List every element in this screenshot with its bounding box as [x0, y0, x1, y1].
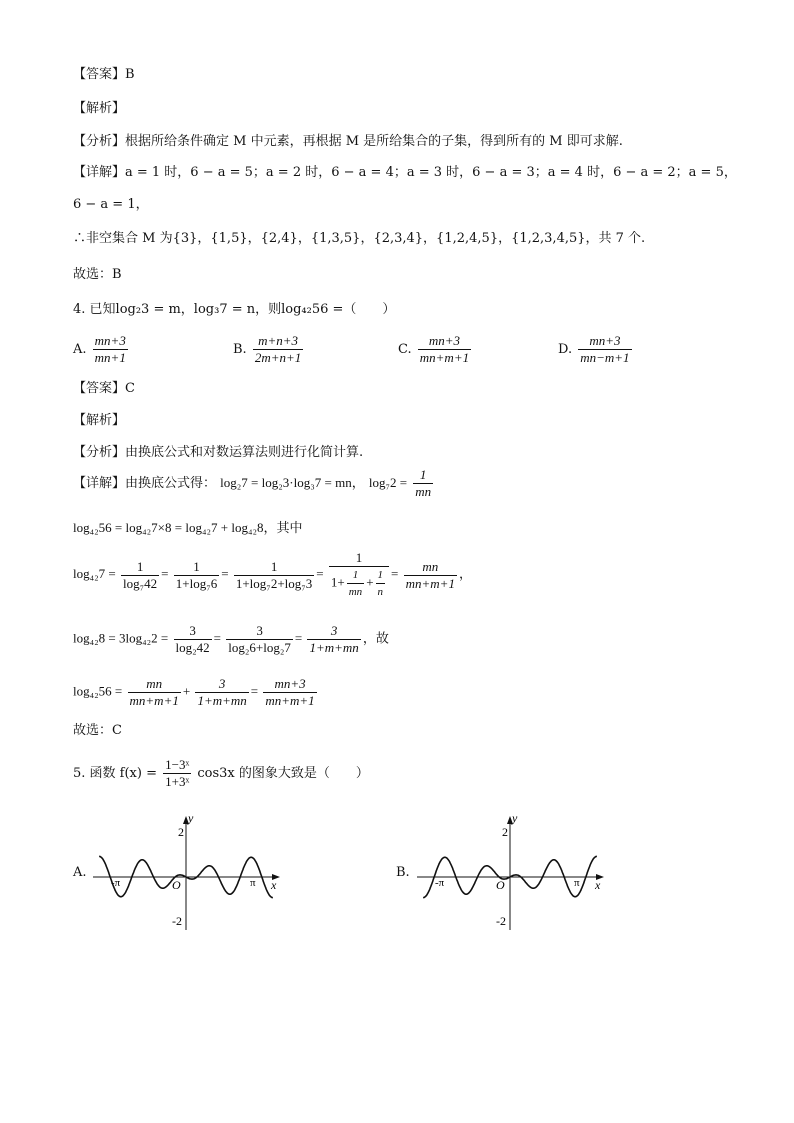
eq-left: log₄₂7 =: [73, 565, 116, 581]
origin-label: O: [172, 878, 181, 892]
detail-eq1: log₂7 = log₂3·log₃7 = mn，: [220, 475, 365, 490]
frac-den: 1+log₇2+log₇3: [235, 575, 313, 591]
answer-line-4: 【答案】C: [73, 381, 135, 396]
frac-den: mn+m+1: [129, 693, 179, 708]
frac-num: 3: [307, 623, 360, 640]
detail-line-4b: log₄₂56 = log₄₂7×8 = log₄₂7 + log₄₂8，其中: [73, 520, 303, 535]
frac-num: 3: [226, 623, 293, 640]
frac-num: mn+3: [418, 333, 471, 350]
analysis-heading-3: 【解析】: [73, 101, 126, 116]
graph-b: [412, 812, 612, 934]
choose-line-4: 故选：C: [73, 723, 122, 738]
den-prefix: 1+: [330, 574, 345, 590]
frac-den: 2m+n+1: [254, 350, 302, 365]
frac-num: 1−3ˣ: [165, 757, 190, 772]
frac-num: mn+3: [578, 333, 631, 350]
graph-a: [88, 812, 288, 934]
eq-left: log₄₂56 =: [73, 683, 123, 699]
stem-post: cos3x 的图象大致是（ ）: [197, 766, 369, 781]
frac-den: 1+m+mn: [309, 640, 359, 655]
y-label: y: [188, 812, 194, 825]
frac-den: mn+m+1: [405, 575, 455, 591]
stem-pre: 5. 函数 f(x) =: [73, 766, 157, 781]
frac-num: m+n+3: [253, 333, 303, 350]
frac-den: 1+ $\frac{1}{mn}$ + $\frac{1}{n}$: [330, 569, 384, 598]
x-label: x: [271, 878, 277, 892]
question-5-stem: [73, 757, 369, 790]
question-4-stem: 4. 已知log₂3 = m，log₃7 = n，则log₄₂56 =（ ）: [73, 302, 396, 317]
y-top-tick: 2: [502, 825, 508, 839]
frac-den: log₇42: [123, 575, 158, 591]
option-4b: [233, 333, 305, 366]
frac-num: 1: [174, 559, 219, 576]
choose-line-3: 故选：B: [73, 267, 122, 282]
detail-eq2-left: log₇2 =: [368, 475, 408, 490]
detail-line-4a: [73, 467, 435, 500]
frac-num: 1: [121, 559, 159, 576]
option-label: C.: [398, 342, 412, 357]
pi-tick: π: [574, 877, 580, 889]
detail-line-3c: ∴非空集合 M 为{3}，{1,5}，{2,4}，{1,3,5}，{2,3,4}，{1,2,4,5}，{1,2,3,4,5}，共 7 个.: [73, 231, 646, 246]
frac-den: mn+m+1: [419, 350, 470, 365]
option-label: B.: [233, 342, 247, 357]
frac-den: 1+m+mn: [197, 693, 247, 708]
frac-num: 1: [413, 467, 433, 484]
option-4c: [398, 333, 473, 366]
pi-tick: π: [250, 877, 256, 889]
analysis-fenxi-3: 【分析】根据所给条件确定 M 中元素，再根据 M 是所给集合的子集，得到所有的 M 即可求解.: [73, 134, 623, 149]
frac-den: 1+log₇6: [175, 575, 218, 591]
detail-line-4d: log₄₂8 = 3log₄₂2 = $\frac{3}{\text{log₂42}}$ = $\frac{3}{\text{log₂6+log₂7}}$ = $\frac{3}{1+m+mn}$ ，故: [73, 623, 389, 655]
option-label: A.: [73, 342, 87, 357]
detail-line-4e: log₄₂56 = $\frac{mn}{mn+m+1}$ + $\frac{3}{1+m+mn}$ = $\frac{mn+3}{mn+m+1}$: [73, 676, 315, 708]
frac-num: 1: [234, 559, 314, 576]
neg-pi-tick: -π: [111, 877, 121, 889]
option-label: D.: [558, 342, 573, 357]
frac-den: mn: [415, 484, 432, 499]
frac-num: mn+3: [94, 333, 126, 348]
frac-num: mn: [128, 676, 181, 693]
y-bottom-tick: -2: [172, 914, 182, 928]
option-4a: [73, 333, 130, 366]
frac-den: mn−m+1: [580, 350, 630, 365]
x-label: x: [595, 878, 601, 892]
origin-label: O: [496, 878, 505, 892]
y-label: y: [512, 812, 518, 825]
analysis-fenxi-4: 【分析】由换底公式和对数运算法则进行化简计算.: [73, 445, 364, 460]
detail-line-3b: 6 − a = 1，: [73, 197, 149, 212]
option-4d: [558, 333, 634, 366]
frac-den: log₂42: [175, 640, 210, 655]
frac-den: 1+3ˣ: [165, 774, 190, 789]
answer-line-3: 【答案】B: [73, 67, 135, 82]
graph-a-label: A.: [73, 865, 87, 880]
graph-b-label: B.: [396, 865, 410, 880]
frac-den: log₂6+log₂7: [228, 640, 291, 655]
y-top-tick: 2: [178, 825, 184, 839]
detail-line-4c: log₄₂7 = $\frac{1}{\text{log₇42}}$ = $\frac{1}{\text{1+log₇6}}$ = $\frac{1}{\text{1+log₇2+log₇3}}$ = 1 1+ $\frac{1}{mn}$ + $\frac{1}{n}$ = $\frac{mn}{mn+m+1}$ ，: [73, 550, 472, 598]
frac-num: 1: [329, 550, 389, 567]
neg-pi-tick: -π: [435, 877, 445, 889]
frac-den: mn+m+1: [265, 693, 315, 708]
detail-prefix: 【详解】由换底公式得：: [73, 476, 217, 491]
analysis-heading-4: 【解析】: [73, 413, 126, 428]
y-bottom-tick: -2: [496, 914, 506, 928]
eq-tail: ，故: [362, 630, 389, 646]
eq-left: log₄₂8 = 3log₄₂2 =: [73, 630, 169, 646]
frac-num: mn+3: [263, 676, 316, 693]
detail-line-3a: 【详解】a = 1 时，6 − a = 5；a = 2 时，6 − a = 4；a = 3 时，6 − a = 3；a = 4 时，6 − a = 2；a = 5，: [73, 165, 737, 180]
frac-num: mn: [404, 559, 457, 576]
frac-num: 3: [195, 676, 248, 693]
frac-den: mn+1: [94, 350, 126, 365]
frac-num: 3: [174, 623, 212, 640]
